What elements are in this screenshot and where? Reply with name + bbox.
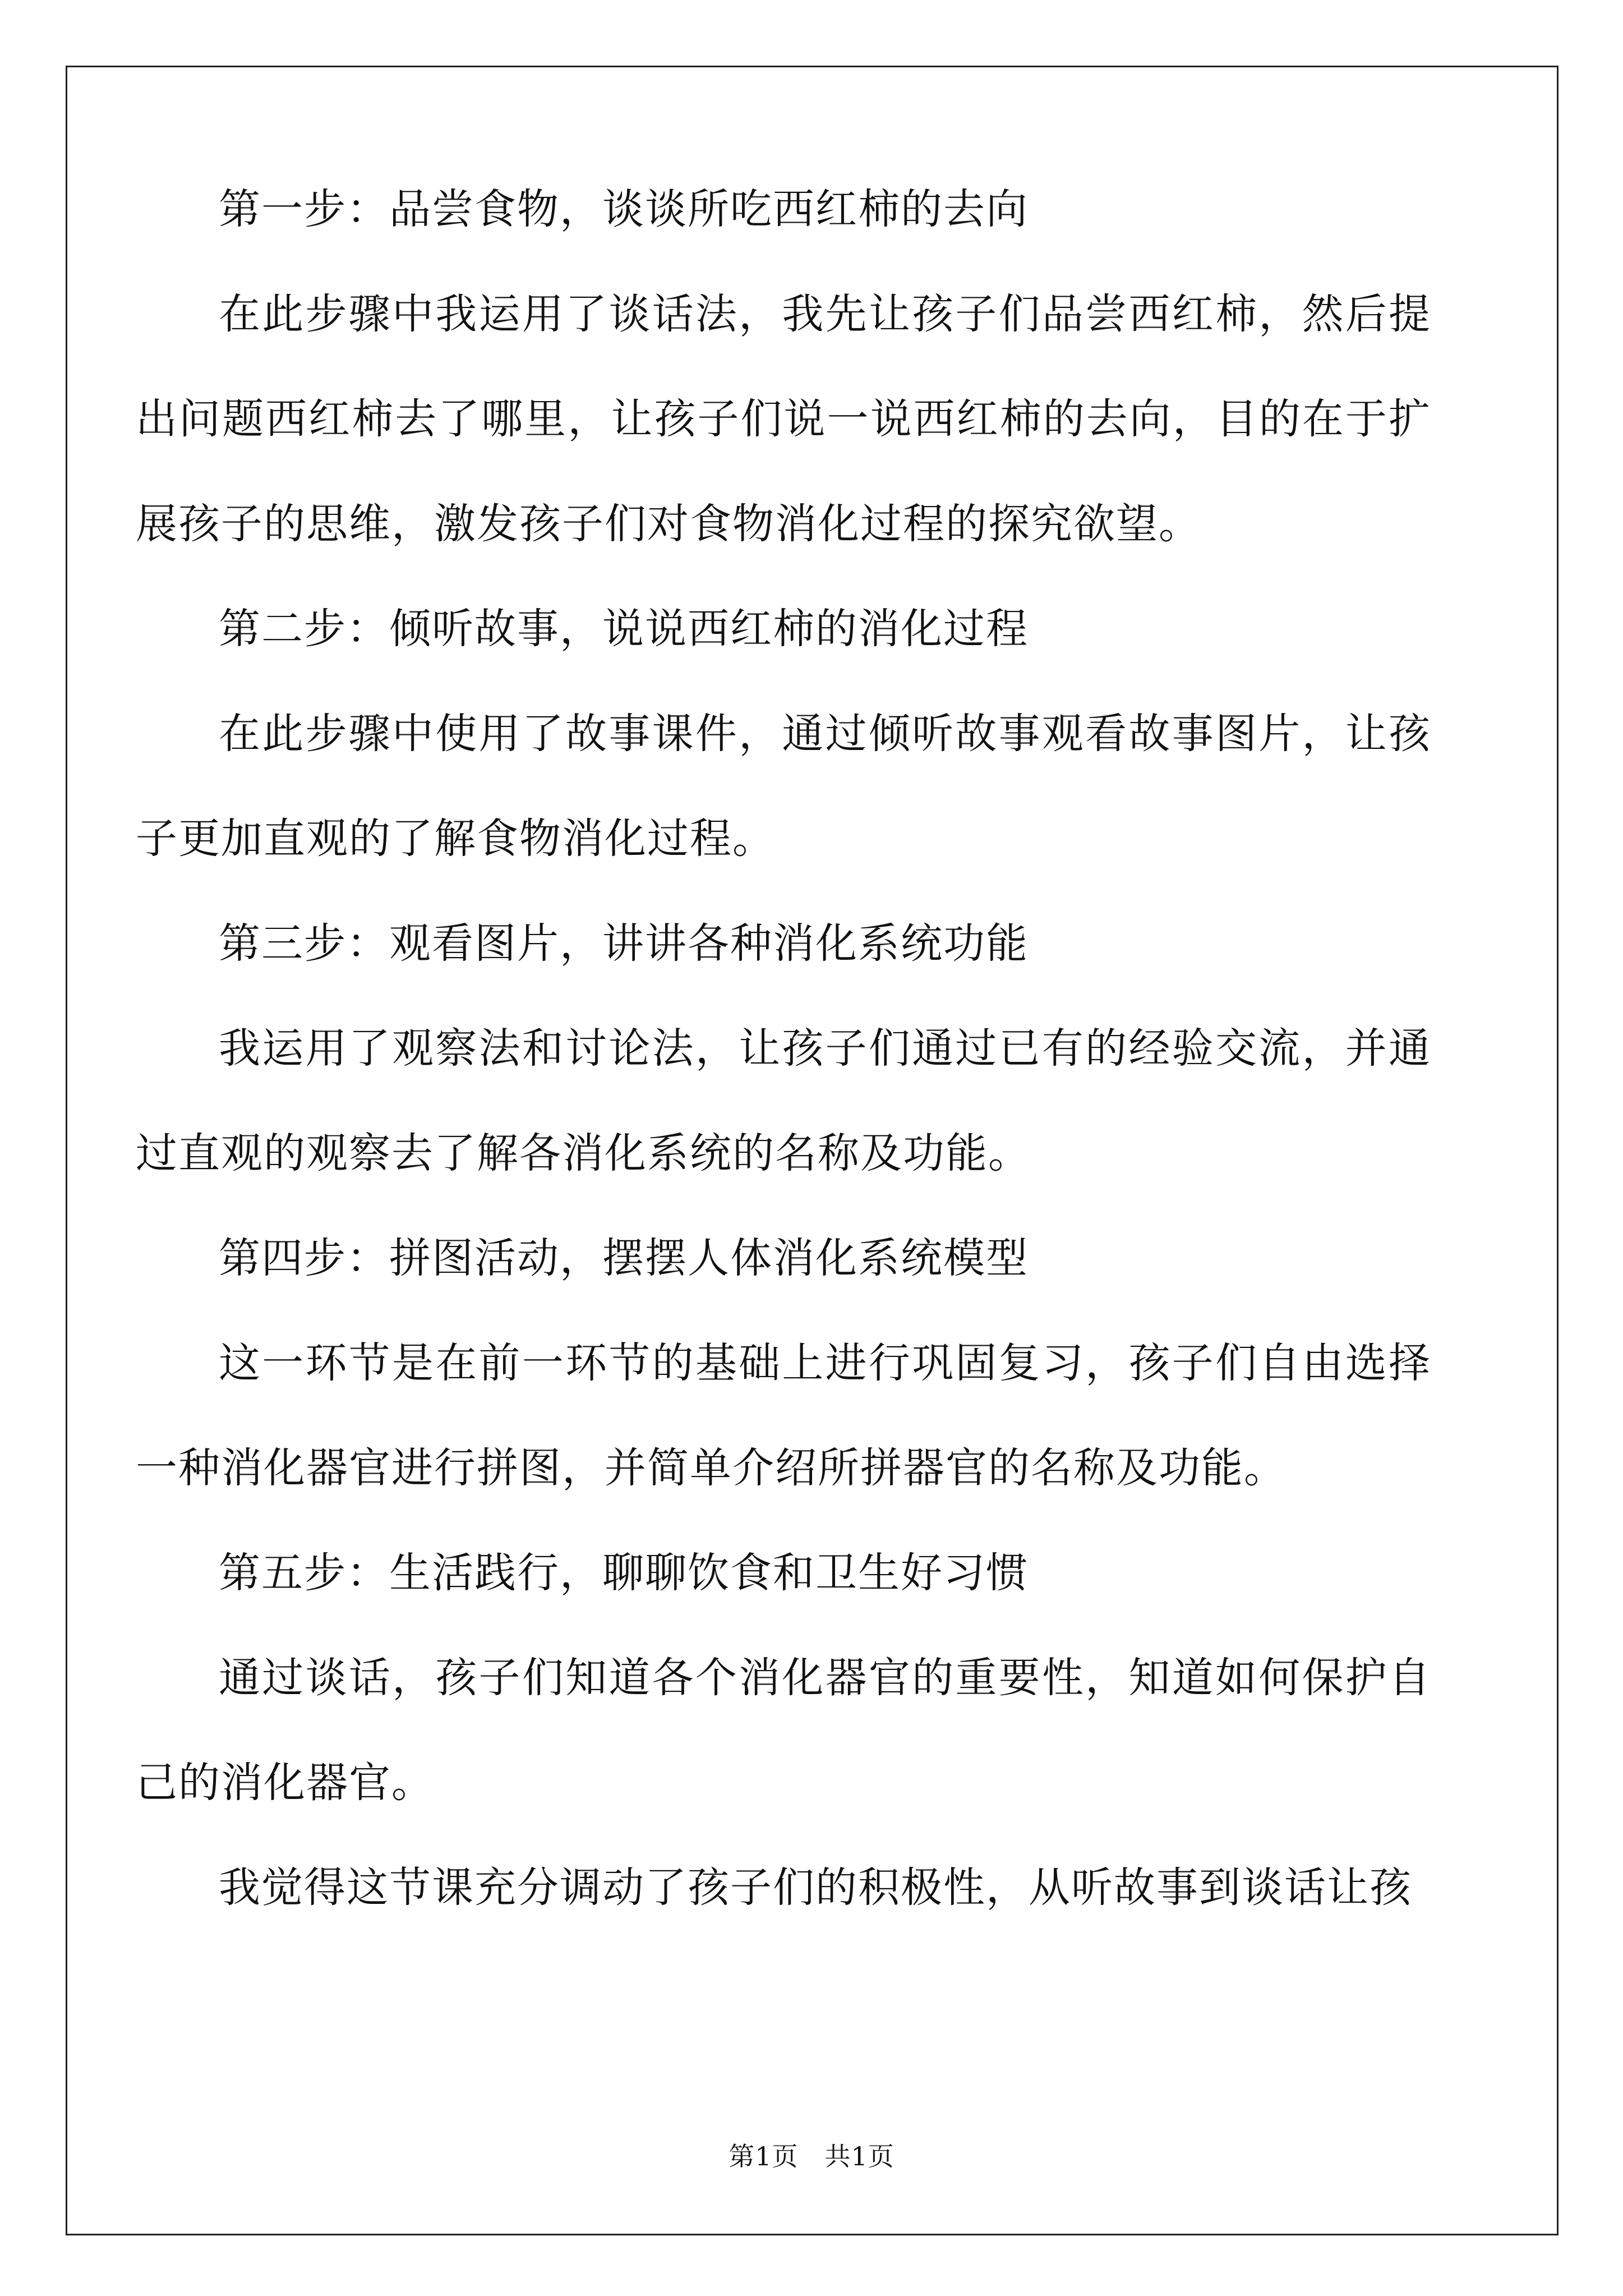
reflection-text: 我觉得这节课充分调动了孩子们的积极性，从听故事到谈话让孩 [219,1864,1412,1912]
step-1-text: 在此步骤中我运用了谈话法，我先让孩子们品尝西红柿，然后提出问题西红柿去了哪里，让孩子们说一说西红柿的去向，目的在于扩展孩子的思维，激发孩子们对食物消化过程的探究欲望。 [136,290,1431,548]
step-4-heading: 第四步：拼图活动，摆摆人体消化系统模型 [219,1234,1029,1282]
step-3-text: 我运用了观察法和讨论法，让孩子们通过已有的经验交流，并通过直观的观察去了解各消化系统的名称及功能。 [136,1024,1431,1177]
step-3-heading: 第三步：观看图片，讲讲各种消化系统功能 [219,919,1029,968]
step-5-text: 通过谈话，孩子们知道各个消化器官的重要性，知道如何保护自己的消化器官。 [136,1654,1431,1807]
step-1-heading: 第一步：品尝食物，谈谈所吃西红柿的去向 [219,185,1029,233]
step-2-heading: 第二步：倾听故事，说说西红柿的消化过程 [219,605,1029,653]
step-5-heading: 第五步：生活践行，聊聊饮食和卫生好习惯 [219,1549,1029,1597]
step-4-text: 这一环节是在前一环节的基础上进行巩固复习，孩子们自由选择一种消化器官进行拼图，并简单介绍所拼器官的名称及功能。 [136,1339,1431,1492]
step-2-text: 在此步骤中使用了故事课件，通过倾听故事观看故事图片，让孩子更加直观的了解食物消化过程。 [136,710,1431,863]
document-body [136,157,1431,1940]
page-number-footer: 第1页 共1页 [728,2141,895,2171]
